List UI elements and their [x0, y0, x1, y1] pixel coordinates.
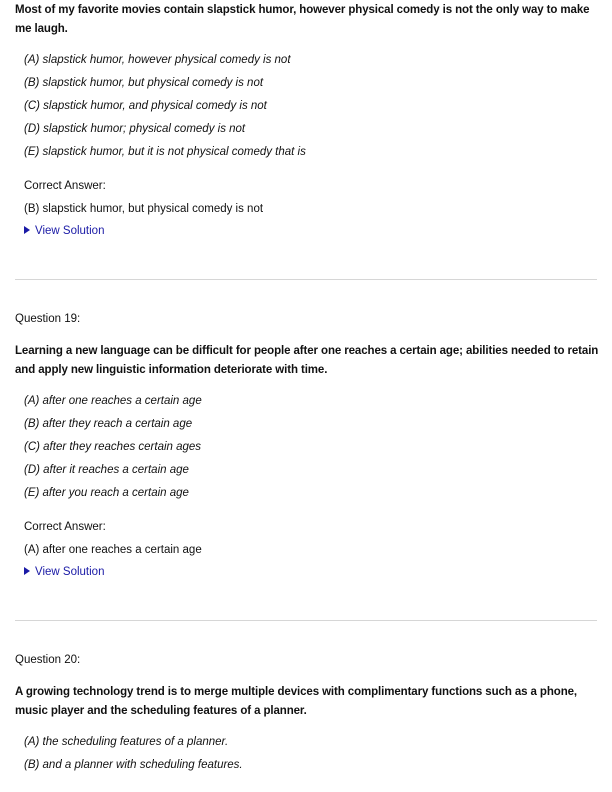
option-b: (B) after they reach a certain age [24, 418, 193, 430]
option-b: (B) and a planner with scheduling features. [24, 759, 243, 771]
view-solution-link[interactable] [24, 224, 104, 238]
correct-answer-label: Correct Answer: [24, 521, 106, 533]
view-solution-label: View Solution [35, 566, 105, 578]
option-a: (A) the scheduling features of a planner. [24, 736, 229, 748]
option-d: (D) slapstick humor; physical comedy is not [24, 123, 246, 135]
option-c: (C) slapstick humor, and physical comedy is not [24, 100, 267, 112]
question-18-stem: Most of my favorite movies contain slapstick humor, however physical comedy is not the only way to make me laugh. [15, 4, 590, 35]
question-19-label: Question 19: [15, 313, 81, 325]
option-b: (B) slapstick humor, but physical comedy is not [24, 77, 264, 89]
question-19-options [24, 394, 202, 509]
view-solution-label: View Solution [35, 225, 105, 237]
option-d: (D) after it reaches a certain age [24, 464, 189, 476]
option-a: (A) after one reaches a certain age [24, 395, 202, 407]
correct-answer-value: (B) slapstick humor, but physical comedy is not [24, 203, 264, 215]
question-20-label: Question 20: [15, 654, 81, 666]
correct-answer-value: (A) after one reaches a certain age [24, 544, 202, 556]
question-19-stem: Learning a new language can be difficult for people after one reaches a certain age; abilities needed to retain and apply new linguistic information deteriorate with time. [15, 345, 599, 376]
expand-triangle-icon [24, 567, 30, 575]
option-e: (E) after you reach a certain age [24, 487, 189, 499]
view-solution-link[interactable] [24, 565, 104, 579]
question-20-stem: A growing technology trend is to merge multiple devices with complimentary functions such as a phone, music player and the scheduling features of a planner. [15, 686, 578, 717]
option-c: (C) after they reaches certain ages [24, 441, 202, 453]
option-e: (E) slapstick humor, but it is not physical comedy that is [24, 146, 306, 158]
option-a: (A) slapstick humor, however physical comedy is not [24, 54, 291, 66]
question-divider [15, 620, 597, 621]
question-divider [15, 279, 597, 280]
question-20-options [24, 735, 243, 781]
question-18-options [24, 53, 306, 168]
expand-triangle-icon [24, 226, 30, 234]
correct-answer-label: Correct Answer: [24, 180, 106, 192]
